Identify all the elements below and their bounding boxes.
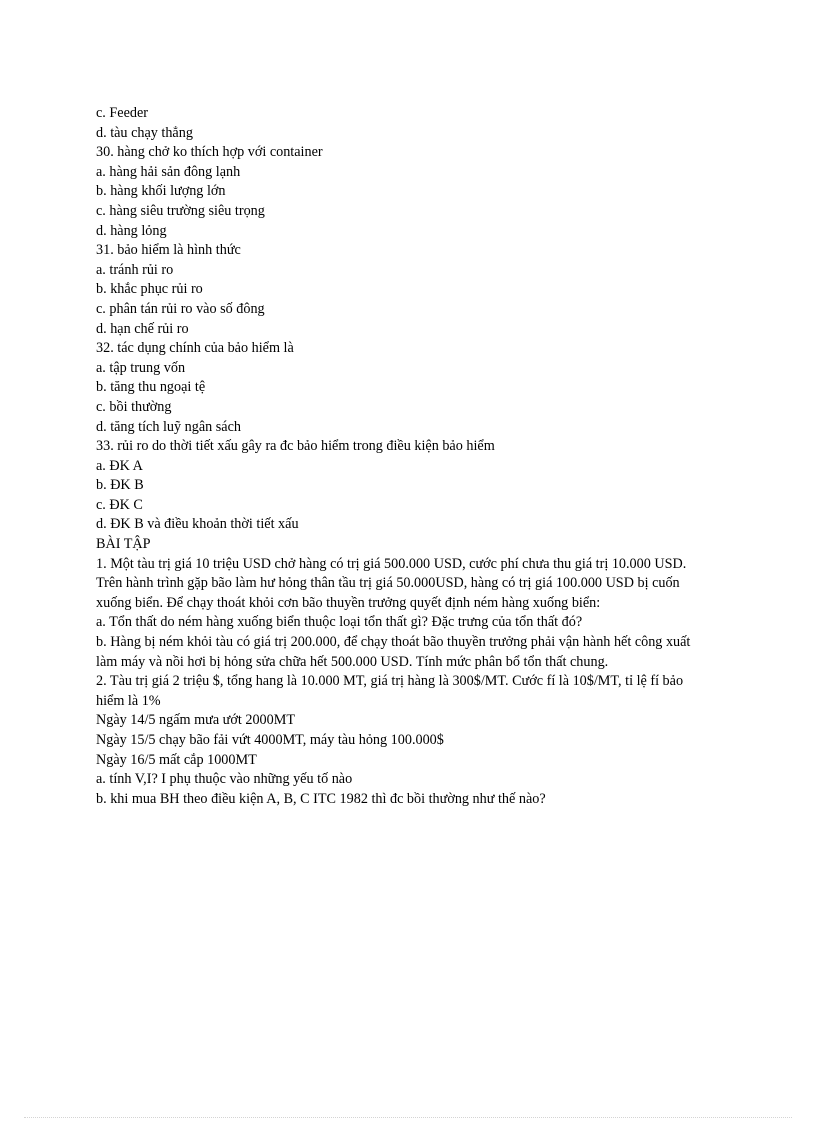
q33-option-a: a. ĐK A bbox=[96, 457, 143, 474]
exercise-2-day-14: Ngày 14/5 ngấm mưa ướt 2000MT bbox=[96, 712, 296, 729]
q31-option-c: c. phân tán rủi ro vào số đông bbox=[96, 300, 265, 317]
exercise-2-part-b: b. khi mua BH theo điều kiện A, B, C ITC 1982 thì đc bồi thường như thế nào? bbox=[96, 790, 546, 807]
q32-option-b: b. tăng thu ngoại tệ bbox=[96, 379, 206, 396]
option-d-direct-ship: d. tàu chạy thẳng bbox=[96, 124, 193, 141]
q30-option-d: d. hàng lỏng bbox=[96, 222, 167, 239]
page-bottom-divider bbox=[24, 1117, 792, 1118]
q33-option-b: b. ĐK B bbox=[96, 477, 144, 494]
q32-option-d: d. tăng tích luỹ ngân sách bbox=[96, 418, 241, 435]
exercise-2-part-a: a. tính V,I? I phụ thuộc vào những yếu tố nào bbox=[96, 771, 353, 788]
question-30: 30. hàng chở ko thích hợp với container bbox=[96, 144, 323, 161]
q32-option-c: c. bồi thường bbox=[96, 398, 172, 415]
question-33: 33. rủi ro do thời tiết xấu gây ra đc bảo hiểm trong điều kiện bảo hiểm bbox=[96, 438, 495, 455]
exercise-2-day-15: Ngày 15/5 chạy bão fải vứt 4000MT, máy tàu hỏng 100.000$ bbox=[96, 732, 444, 748]
exercises-heading: BÀI TẬP bbox=[96, 536, 151, 553]
q33-option-c: c. ĐK C bbox=[96, 496, 143, 513]
q30-option-c: c. hàng siêu trường siêu trọng bbox=[96, 202, 265, 219]
q30-option-a: a. hàng hải sản đông lạnh bbox=[96, 163, 241, 180]
question-31: 31. bảo hiểm là hình thức bbox=[96, 242, 241, 259]
exercise-1-part-a: a. Tổn thất do ném hàng xuống biển thuộc loại tổn thất gì? Đặc trưng của tổn thất đó? bbox=[96, 614, 583, 631]
exercise-1-prompt: 1. Một tàu trị giá 10 triệu USD chở hàng có trị giá 500.000 USD, cước phí chưa thu giá trị 10.000 USD. Trên hành trình gặp bão làm hư hỏng thân tầu trị giá 50.000USD, hàng có trị giá 100.000 USD bị cuốn xuống biển. Để chạy thoát khỏi cơn bão thuyền trưởng quyết định ném hàng xuống biển: bbox=[96, 555, 687, 611]
q31-option-a: a. tránh rủi ro bbox=[96, 261, 174, 278]
question-32: 32. tác dụng chính của bảo hiểm là bbox=[96, 340, 294, 357]
q31-option-d: d. hạn chế rủi ro bbox=[96, 320, 189, 337]
exercise-2-prompt: 2. Tàu trị giá 2 triệu $, tổng hang là 10.000 MT, giá trị hàng là 300$/MT. Cước fí là 10$/MT, tỉ lệ fí bảo hiểm là 1% bbox=[96, 673, 684, 709]
q30-option-b: b. hàng khối lượng lớn bbox=[96, 183, 226, 200]
exercise-1-part-b: b. Hàng bị ném khỏi tàu có giá trị 200.000, để chạy thoát bão thuyền trưởng phải vận hành hết công xuất làm máy và nồi hơi bị hỏng sửa chữa hết 500.000 USD. Tính mức phân bổ tổn thất chung. bbox=[96, 634, 691, 670]
document-body bbox=[96, 104, 708, 809]
exercise-2-day-16: Ngày 16/5 mất cắp 1000MT bbox=[96, 751, 257, 768]
q32-option-a: a. tập trung vốn bbox=[96, 359, 186, 376]
q33-option-d: d. ĐK B và điều khoản thời tiết xấu bbox=[96, 516, 299, 533]
q31-option-b: b. khắc phục rủi ro bbox=[96, 281, 203, 298]
option-c-feeder: c. Feeder bbox=[96, 105, 148, 121]
